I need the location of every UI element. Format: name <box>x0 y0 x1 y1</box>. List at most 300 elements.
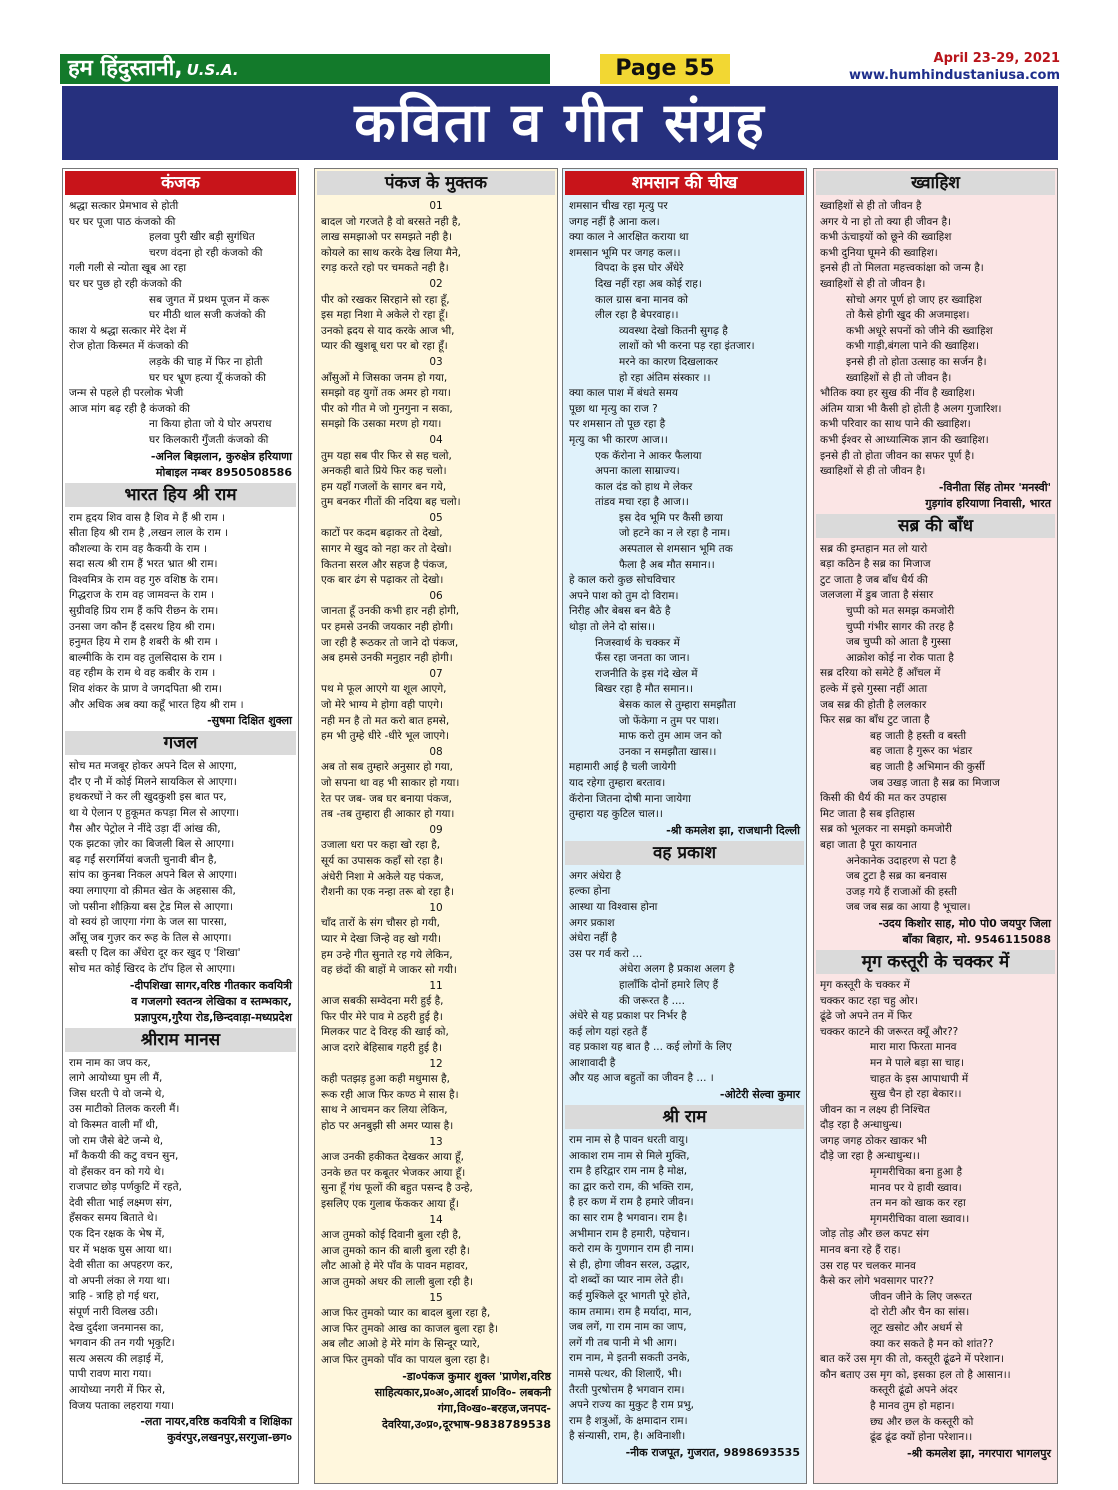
poem-title: गजल <box>65 731 296 755</box>
poem-line: सीता हिय श्री राम है ,लखन लाल के राम । <box>69 527 229 540</box>
poem-line: घर में भक्षक घुस आया था। <box>69 1243 172 1256</box>
poem-line: का द्वार करो राम, की भक्ति राम, <box>569 1180 694 1193</box>
poem-line: सब्र को भूलकर ना समझो कमजोरी <box>820 823 952 836</box>
poem-line: अंधेरे से यह प्रकाश पर निर्भर है <box>569 1010 687 1023</box>
poem-line: बढ़ गईं सरगर्मियां बजती चुनावी बीन है, <box>69 853 217 866</box>
poem-line: चुप्पी गंभीर सागर की तरह है <box>846 620 954 633</box>
poem-line: वो स्वयं हो जाएगा गंगा के जल सा पारसा, <box>69 916 227 929</box>
poem-line: बहा जाता है पूरा कायनात <box>820 838 917 851</box>
poem-line: आज फिर तुमको पाँव का पायल बुला रहा है। <box>321 1353 490 1366</box>
poem-body <box>63 759 298 977</box>
poem-body <box>63 199 298 449</box>
poem-line: मानव पर ये हावी ख्वाव। <box>870 1181 962 1194</box>
poem-line: अस्पताल से शमसान भूमि तक <box>619 543 733 556</box>
poem-line: इनसे ही तो होता उत्साह का सर्जन है। <box>846 355 987 368</box>
poem-line: मरने का कारण दिखलाकर <box>619 355 718 368</box>
poem-line: कभी परिवार का साथ पाने की ख्वाहिश। <box>820 418 971 431</box>
poem-line: उस माटीको तिलक करली मैं। <box>69 1103 180 1116</box>
brand-suffix: U.S.A. <box>186 61 239 79</box>
poem-line: वह छंदों की बाहों मे जाकर सो गयी। <box>321 964 457 977</box>
poem-body <box>63 1056 298 1415</box>
poem-body <box>563 199 806 823</box>
poem-line: हम भी तुम्हे धीरे -धीरे भूल जाएगे। <box>321 730 450 743</box>
poem-line: रौशनी का एक नन्हा तरू बो रहा है। <box>321 886 454 899</box>
poem-line: आज फिर तुमको आख का काजल बुला रहा है। <box>321 1322 499 1335</box>
poem-line: अंधेरी निशा मे अकेले यह पंकज, <box>321 870 444 883</box>
poem-line: बादल जो गरजते है वो बरसते नही है, <box>321 215 461 228</box>
poem-line: आज तुमको कोई दिवानी बुला रही है, <box>321 1229 462 1242</box>
poem-line: जीवन का न लक्ष्य ही निश्चित <box>820 1103 931 1116</box>
poem-line: कई लोग यहां रहते हैं <box>569 1025 648 1038</box>
poem-body <box>563 869 806 1087</box>
poem-line: जन्म से पहले ही परलोक भेजी <box>69 387 184 400</box>
poem-line: फैला है अब मौत समान।। <box>619 558 715 571</box>
poem-line: विपदा के इस घोर अँधेरे <box>595 262 684 275</box>
poem-line: गैस और पेट्रोल ने नींदे उड़ा दीं आंख की, <box>69 822 221 835</box>
poem-line: संपूर्ण नारी विलख उठी। <box>69 1306 159 1319</box>
author-credit: -श्री कमलेश झा, राजधानी दिल्ली <box>666 823 800 837</box>
stanza-number: 08 <box>429 745 443 758</box>
poem-line: ख्वाहिशों से ही तो जीवन है <box>820 200 922 212</box>
poem-line: मारा मारा फिरता मानव <box>870 1041 957 1054</box>
poem-line: पथ मे फूल आएगे या शूल आएगे, <box>321 683 447 696</box>
issue-date: April 23-29, 2021 <box>933 51 1060 66</box>
poem-line: हथकरघों ने कर ली खुदकुशी इस बात पर, <box>69 791 227 804</box>
poem-line: दिख नहीं रहा अब कोई राह। <box>595 277 702 290</box>
poem-line: रोज होता किस्मत में कंजको की <box>69 340 189 353</box>
poem-line: और अधिक अब क्या कहूँ भारत हिय श्री राम । <box>69 698 244 711</box>
poem-line: तैरती पुरषोत्तम है भगवान राम। <box>569 1383 685 1396</box>
poem-line: घर घर पूजा पाठ कंजको की <box>69 215 176 228</box>
poem-line: कितना सरल और सहज है पंकज, <box>321 558 448 571</box>
poem-line: पापी रावण मारा गया। <box>69 1368 152 1381</box>
poem-line: निरीह और बेबस बन बैठे है <box>569 605 671 618</box>
poem-body <box>814 978 1057 1446</box>
poem-line: आँसुओं मे जिसका जनम हो गया, <box>321 371 448 384</box>
author-credit: -डा०पंकज कुमार शुक्ल 'प्राणेश,वरिष्ठ <box>402 1369 551 1383</box>
poem-line: आज दरारे बेहिसाब गहरी हुई है। <box>321 1042 442 1055</box>
poem-line: दो शब्दों का प्यार नाम लेते ही। <box>569 1274 684 1287</box>
poem-line: पीर को गीत मे जो गुनगुना न सका, <box>321 402 453 415</box>
website-url[interactable]: www.humhindustaniusa.com <box>848 68 1060 83</box>
author-credit: मोबाइल नम्बर 8950508586 <box>155 465 292 479</box>
poem-title: पंकज के मुक्तक <box>317 171 555 195</box>
poem-line: चाँद तारों के संग चौसर हो गयी, <box>321 917 440 930</box>
poem-line: लाख समझाओ पर समझते नही है। <box>321 231 453 244</box>
poem-line: पर शमसान तो पूछ रहा है <box>569 418 666 431</box>
poem-line: का सार राम है भगवान। राम है। <box>569 1212 688 1225</box>
poem-line: ख्वाहिशों से ही तो जीवन है। <box>846 371 952 384</box>
poem-line: कस्तूरी ढूंढो अपने अंदर <box>870 1384 958 1397</box>
poem-line: जो राम जैसे बेटे जन्मे थे, <box>69 1134 164 1147</box>
poem-line: कौशल्या के राम वह कैकयी के राम । <box>69 542 207 555</box>
stanza-number: 03 <box>429 355 443 368</box>
column-2 <box>314 168 558 1484</box>
poem-line: इस देव भूमि पर कैसी छाया <box>619 511 723 524</box>
poem-line: जानता हूँ उनकी कभी हार नही होगी, <box>321 605 460 618</box>
poem-line: राम हृदय शिव वास है शिव मे हैं श्री राम । <box>69 511 226 524</box>
author-credit: -सुषमा दिक्षित शुक्ला <box>207 714 292 728</box>
poem-line: काम तमाम। राम है मर्यादा, मान, <box>569 1305 692 1318</box>
poem-line: शिव शंकर के प्राण वे जगदपिता श्री राम। <box>69 683 222 696</box>
poem-line: नही मन है तो मत करो बात हमसे, <box>321 714 450 727</box>
poem-line: सोच मत कोई खिरद के टॉप हिल से आएगा। <box>69 962 236 975</box>
poem-line: काटों पर कदम बढ़ाकर तो देखो, <box>321 527 443 540</box>
poem-body <box>563 1133 806 1445</box>
stanza-number: 01 <box>429 200 443 212</box>
poem-line: आज तुमको अधर की लाली बुला रही है। <box>321 1275 474 1288</box>
poem-line: हँसकर समय बिताते थे। <box>69 1212 158 1225</box>
stanza-number: 12 <box>429 1057 443 1070</box>
poem-line: जब लगें, गा राम नाम का जाप, <box>569 1321 687 1334</box>
poem-line: जब सब्र की होती है ललकार <box>820 698 927 711</box>
poem-line: जोड़ तोड़ और छल कपट संग <box>820 1228 929 1241</box>
poem-line: घर घर भ्रूण हत्या यूँ कंजको की <box>149 371 266 384</box>
poem-line: सब्र दरिया को समेटे हैं आँचल में <box>820 667 941 680</box>
poem-line: राजनीति के इस गंदे खेल में <box>595 667 698 680</box>
author-credit: गंगा,वि०ख०-बरहज,जनपद- <box>437 1401 551 1415</box>
poem-line: घर मीठी थाल सजी कजंको की <box>149 309 266 322</box>
poem-line: व्यवस्था देखो कितनी सुगढ़ है <box>619 324 728 337</box>
poem-line: कभी दुनिया घूमने की ख्वाहिश। <box>820 246 938 259</box>
poem-line: आज मांग बढ़ रही है कंजको की <box>69 402 190 415</box>
poem-line: अब लौट आओ हे मेरे मांग के सिन्दूर प्यारे, <box>321 1338 480 1351</box>
poem-line: समझो वह युगों तक अमर हो गया। <box>321 387 451 400</box>
poem-line: उनसा जग कौन हैं दसरथ हिय श्री राम। <box>69 620 216 633</box>
poem-line: शमसान भूमि पर जगह कल।। <box>569 246 681 259</box>
poem-line: मृगमरीचिका बना हुआ है <box>870 1166 963 1179</box>
poem-line: कभी ऊंचाइयों को छूने की ख्वाहिश <box>820 231 952 244</box>
poem-line: हलवा पुरी खीर बड़ी सुगंधित <box>149 231 255 244</box>
poem-line: बड़ा कठिन है सब्र का मिजाज <box>820 558 931 571</box>
poem-line: अपना काला साम्राज्य। <box>595 465 680 478</box>
poem-line: दो रोटी और चैन का सांस। <box>870 1306 970 1319</box>
author-credit: व गजलगो स्वतन्त्र लेखिका व स्तम्भकार, <box>131 994 292 1008</box>
poem-line: रगड़ करते रहो पर चमकते नही है। <box>321 262 449 275</box>
poem-line: अनेकानेक उदाहरण से पटा है <box>846 854 957 867</box>
poem-line: वो किस्मत वाली माँ थी, <box>69 1118 159 1131</box>
poem-line: इसलिए एक गुलाब फेंककर आया हूँ। <box>321 1198 459 1210</box>
poem-line: देवी सीता का अपहरण कर, <box>69 1259 173 1272</box>
poem-line: कही पतझड़ हुआ कही मधुमास है, <box>321 1073 450 1086</box>
poem-line: भौतिक क्या हर सुख की नींव है ख्वाहिश। <box>820 387 976 400</box>
poem-line: की जरूरत है .... <box>619 994 685 1007</box>
poem-line: फिर सब्र का बाँध टुट जाता है <box>820 714 930 727</box>
poem-line: बह जाती है अभिमान की कुर्सी <box>870 761 985 773</box>
poem-line: लौट आओ हे मेरे पाँव के पावन महावर, <box>321 1260 469 1273</box>
poem-line: अंतिम यात्रा भी कैसी हो होती है अलग गुजारिश। <box>820 402 1002 415</box>
poem-line: ढूंढे जो अपने तन में फिर <box>820 1010 913 1023</box>
poem-title: कंजक <box>65 171 296 195</box>
poem-line: बिखर रहा है मौत समान।। <box>595 683 693 696</box>
column-4 <box>813 168 1058 1484</box>
poem-line: जो हटने का न ले रहा है नाम। <box>619 527 731 540</box>
poem-line: आयोध्या नगरी में फिर से, <box>69 1384 166 1396</box>
poem-line: सब्र की इम्तहान मत लो यारो <box>820 542 928 555</box>
poem-line: शमसान चीख रहा मृत्यु पर <box>569 200 668 212</box>
poem-line: एक दिन रक्षक के भेष में, <box>69 1228 165 1241</box>
author-credit: गुड़गांव हरियाणा निवासी, भारत <box>925 496 1051 510</box>
poem-line: जो पसीना शौक़िया बस ट्रेड मिल से आएगा। <box>69 900 234 913</box>
poem-line: थोड़ा तो लेने दो सांस।। <box>569 621 655 634</box>
stanza-number: 09 <box>429 823 443 836</box>
poem-line: जो सपना था वह भी साकार हो गया। <box>321 776 460 789</box>
poem-line: रेत पर जब- जब घर बनाया पंकज, <box>321 792 452 805</box>
poem-line: काश ये श्रद्धा सत्कार मेरे देश में <box>69 324 187 337</box>
poem-line: होठ पर अनबुझी सी अमर प्यास है। <box>321 1120 454 1133</box>
poem-line: गली गली से न्योता खूब आ रहा <box>69 262 187 275</box>
poem-line: किसी की धैर्य की मत कर उपहास <box>820 792 947 805</box>
author-credit: -विनीता सिंह तोमर 'मनस्वी' <box>938 480 1051 494</box>
poem-line: जगह जगह ठोकर खाकर भी <box>820 1134 927 1147</box>
poem-line: मन मे पाले बड़ा सा चाह। <box>870 1056 964 1069</box>
author-credit: -नीक राजपूत, गुजरात, 9898693535 <box>625 1445 800 1459</box>
poem-line: अपने पाश को तुम दो विराम। <box>569 589 679 602</box>
poem-line: सोचो अगर पूर्ण हो जाए हर ख्वाहिश <box>846 293 982 306</box>
section-banner: कविता व गीत संग्रह <box>62 86 1058 160</box>
poem-line: ख्वाहिशों से ही तो जीवन है। <box>820 465 926 478</box>
masthead <box>60 51 1060 84</box>
poem-line: चाहत के इस आपाधापी में <box>870 1072 969 1085</box>
poem-line: इनसे ही तो होता जीवन का सफर पूर्ण है। <box>820 449 975 462</box>
poem-line: आशावादी है <box>569 1056 616 1069</box>
poem-line: सुना हूँ गंध फूलों की बहुत पसन्द है उन्हे, <box>321 1182 473 1195</box>
poem-line: सांप का कुनबा निकल अपने बिल से आएगा। <box>69 869 238 882</box>
author-credit: प्रज्ञापुरम,गुरैया रोड,छिन्दवाड़ा-मध्यप्रदेश <box>134 1010 292 1024</box>
poem-line: कौन बताए उस मृग को, इसका हल तो है आसान।। <box>820 1368 1011 1381</box>
poem-line: आस्था या विश्वास होना <box>569 900 658 913</box>
poem-line: अपने राज्य का मुकुट है राम प्रभु, <box>569 1399 694 1412</box>
poem-line: अब हमसे उनकी मनुहार नही होगी। <box>321 652 453 665</box>
poem-line: जब चुप्पी को आता है गुस्सा <box>846 636 951 649</box>
page-number: Page 55 <box>600 54 730 84</box>
poem-line: राम है हरिद्वार राम नाम है मोक्ष, <box>569 1165 688 1178</box>
stanza-number: 05 <box>429 511 443 524</box>
poem-line: सागर मे खुद को नहा कर तो देखो। <box>321 543 452 556</box>
poem-line: तुम्हारा यह कुटिल चाल।। <box>569 808 663 821</box>
stanza-number: 04 <box>429 433 443 446</box>
poem-title: सब्र की बाँध <box>816 514 1055 538</box>
poem-line: आज सबकी सम्वेदना मरी हुई है, <box>321 995 444 1008</box>
brand-logo <box>60 54 550 84</box>
poem-line: राम नाम का जप कर, <box>69 1056 151 1069</box>
poem-line: वो अपनी लंका ले गया था। <box>69 1274 170 1287</box>
poem-line: प्यार मे देखा जिन्हे वह खो गयी। <box>321 932 442 945</box>
poem-line: बाल्मीकि के राम वह तुलसिदास के राम । <box>69 651 223 664</box>
poem-line: भगवान की तन गयी भृकुटि। <box>69 1337 175 1350</box>
poem-title: मृग कस्तूरी के चक्कर में <box>816 950 1055 974</box>
poem-line: याद रहेगा तुम्हारा बरताव। <box>569 776 666 789</box>
poem-line: काल दंड को हाथ मे लेकर <box>595 480 693 493</box>
poem-line: एक कॅरोना ने आकर फैलाया <box>595 449 702 462</box>
poem-line: क्या काल पाश में बंधते समय <box>569 387 679 400</box>
poem-title: शमसान की चीख <box>565 171 804 195</box>
poem-line: लूट खसोट और अधर्म से <box>870 1322 963 1334</box>
poem-line: चक्कर काटने की जरूरत क्यूँ और?? <box>820 1025 959 1038</box>
poem-line: क्या कर सकते है मन को शांत?? <box>870 1337 994 1350</box>
poem-line: है हर कण में राम है हमारे जीवन। <box>569 1196 694 1209</box>
poem-line: तब -तब तुम्हारा ही आकार हो गया। <box>321 808 455 821</box>
poem-line: दौर ए नौ में कोई मिलने सायकिल से आएगा। <box>69 775 237 788</box>
poem-line: पर हमसे उनकी जयकार नही होगी। <box>321 621 454 634</box>
author-credit: -दीपशिखा सागर,वरिष्ठ गीतकार कवयित्री <box>129 978 292 992</box>
stanza-number: 06 <box>429 589 443 602</box>
poem-line: उजड़ गये हैं राजाओं की हस्ती <box>846 885 957 898</box>
poem-line: जीवन जीने के लिए जरूरत <box>870 1290 972 1303</box>
poem-line: मानव बना रहे हैं राह। <box>820 1244 901 1257</box>
poem-line: तुम यहा सब पीर फिर से सह चलो, <box>321 449 452 462</box>
poem-line: राजपाट छोड़ पर्णकुटि में रहते, <box>69 1181 182 1194</box>
poem-title: वह प्रकाश <box>565 841 804 865</box>
poem-line: समझो कि उसका मरण हो गया। <box>321 418 442 431</box>
poem-line: अंधेरा अलग है प्रकाश अलग है <box>619 963 735 976</box>
stanza-number: 07 <box>429 667 443 680</box>
poem-line: देख दुर्दशा जनमानस का, <box>69 1321 164 1334</box>
poem-line: फँस रहा जनता का जान। <box>595 652 690 665</box>
poem-title: श्री राम <box>565 1105 804 1129</box>
poem-line: लागे आयोध्या घुम ली मैं, <box>69 1072 163 1085</box>
poem-line: जब टुटा है सब्र का बनवास <box>846 870 947 883</box>
poem-line: सुग्रीवहि प्रिय राम हैं कपि रीछन के राम। <box>69 605 219 618</box>
poem-line: जिस धरती पे वो जन्मे थे, <box>69 1087 165 1100</box>
poem-line: सुख चैन हो रहा बेकार।। <box>870 1088 962 1101</box>
poem-line: त्राहि - त्राहि हो गई धरा, <box>69 1290 160 1303</box>
poem-line: विश्वमित्र के राम वह गुरु वशिष्ठ के राम। <box>69 573 219 586</box>
poem-line: जगह नहीं है आना कल। <box>569 215 660 228</box>
poem-line: मृगमरीचिका वाला ख्वाव।। <box>870 1212 970 1225</box>
column-1 <box>62 168 299 1484</box>
author-credit: -लता नायर,वरिष्ठ कवयित्री व शिक्षिका <box>140 1415 292 1429</box>
poem-line: आकाश राम नाम से मिले मुक्ति, <box>569 1149 690 1162</box>
poem-line: माफ करो तुम आम जन को <box>619 730 722 743</box>
poem-line: आक्रोश कोई ना रोक पाता है <box>846 651 954 664</box>
poem-line: जो फेंकेगा न तुम पर पाश। <box>619 714 720 727</box>
poem-line: जो मेरे भाग्य मे होगा वही पाएगे। <box>321 699 443 711</box>
poem-line: हल्का होना <box>569 885 611 898</box>
poem-line: हालाँकि दोनों हमारे लिए हैं <box>619 978 719 991</box>
dateline <box>849 50 1060 84</box>
poem-title: भारत हिय श्री राम <box>65 483 296 507</box>
poem-line: ढूंढ ढूंढ क्यों होना परेशान।। <box>870 1431 973 1444</box>
poem-line: जलजला में डुब जाता है संसार <box>820 589 934 602</box>
poem-line: आज तुमको कान की बाली बुला रही है। <box>321 1244 470 1257</box>
brand-name: हम हिंदुस्तानी, <box>68 56 183 81</box>
author-credit: -ओटेरी सेल्वा कुमार <box>719 1088 800 1102</box>
author-credit: -उदय किशोर साह, मो0 पो0 जयपुर जिला <box>878 916 1051 930</box>
poem-line: सोच मत मजबूर होकर अपने दिल से आएगा, <box>69 760 237 773</box>
poem-line: निजस्वार्थ के चक्कर में <box>595 636 680 649</box>
poem-line: एक बार ढंग से पढ़ाकर तो देखो। <box>321 574 444 587</box>
poem-line: क्या काल ने आरक्षित कराया था <box>569 231 689 244</box>
poem-line: छ्य और छल के कस्तूरी को <box>870 1415 974 1428</box>
stanza-number: 14 <box>429 1213 443 1226</box>
poem-line: हे काल करो कुछ सोचविचार <box>569 574 676 587</box>
stanza-number: 13 <box>429 1135 443 1148</box>
poem-line: जा रही है रूठकर तो जाने दो पंकज, <box>321 636 459 649</box>
poem-line: उनके छत पर कबूतर भेजकर आया हूँ। <box>321 1166 466 1179</box>
poem-line: तांडव मचा रहा है आज।। <box>595 496 689 509</box>
poem-line: अगर अंधेरा है <box>569 869 621 882</box>
poem-line: वह रहीम के राम थे वह कबीर के राम । <box>69 667 216 680</box>
poem-line: तन मन को खाक कर रहा <box>870 1197 966 1210</box>
poem-line: उनको ह्रदय से याद करके आज भी, <box>321 324 455 337</box>
poem-line: श्रद्धा सत्कार प्रेमभाव से होती <box>69 200 179 212</box>
poem-line: प्यार की खुशबू धरा पर बो रहा हूँ। <box>321 340 448 353</box>
poem-line: अब तो सब तुम्हारे अनुसार हो गया, <box>321 761 453 774</box>
stanza-number: 10 <box>429 901 443 914</box>
poem-line: रूक रही आज फिर कण्ठ मे सास है। <box>321 1088 459 1101</box>
poem-line: इनसे ही तो मिलता महत्त्वकांक्षा को जन्म है। <box>820 262 984 275</box>
poem-line: उस राह पर चलकर मानव <box>820 1259 916 1272</box>
poem-line: और यह आज बहुतों का जीवन है ... । <box>569 1072 714 1085</box>
poem-line: विजय पताका लहराया गया। <box>69 1399 175 1412</box>
poem-line: अभीमान राम है हमारी, पहेचान। <box>569 1227 690 1240</box>
poem-line: चुप्पी को मत समझ कमजोरी <box>846 605 955 618</box>
poem-line: तुम बनकर गीतों की नदिया बह चलो। <box>321 496 461 509</box>
author-credit: बाँका बिहार, मो. 9546115088 <box>902 932 1051 946</box>
poem-line: वो हँसकर वन को गये थे। <box>69 1165 165 1178</box>
poem-line: कभी अधूरे सपनों को जीने की ख्वाहिश <box>846 324 993 337</box>
stanza-number: 11 <box>429 979 443 992</box>
poem-line: पीर को रखकर सिरहाने सो रहा हूँ, <box>321 293 450 306</box>
poem-line: राम है शत्रुओं, के क्षमादान राम। <box>569 1414 688 1427</box>
poem-line: लील रहा है बेपरवाह।। <box>595 309 679 322</box>
poem-line: सूर्य का उपासक कहाँ सो रहा है। <box>321 854 443 867</box>
poem-line: हम उन्हे गीत सुनाते रह गये लेकिन, <box>321 948 453 961</box>
poem-line: है मानव तुम हो महान। <box>870 1399 955 1412</box>
poem-line: हम यहाँ गजलों के सागर बन गये, <box>321 480 447 493</box>
poem-line: तो कैसे होगी खुद की अजमाइश। <box>846 309 970 322</box>
poem-line: सदा सत्य श्री राम हैं भरत भ्रात श्री राम। <box>69 558 218 571</box>
poem-line: कोयले का साथ करके देख लिया मैने, <box>321 246 462 259</box>
stanza-number: 15 <box>429 1291 443 1304</box>
poem-line: नामसे पत्थर, की शिलाएँ, भी। <box>569 1367 682 1380</box>
poem-line: उजाला धरा पर कहा खो रहा है, <box>321 839 441 852</box>
poem-line: क्या लगाएगा वो क़ीमत खेत के अहसास की, <box>69 884 236 897</box>
author-credit: साहित्यकार,प्र०अ०,आदर्श प्रा०वि०- लबकनी <box>374 1385 551 1399</box>
poem-line: कैसे कर लोगे भवसागर पार?? <box>820 1275 934 1288</box>
poem-line: अगर ये ना हो तो क्या ही जीवन है। <box>820 215 952 228</box>
poem-line: उस पर गर्व करो ... <box>569 947 643 960</box>
poem-line: कई मुश्किले दूर भागती पूरे होते, <box>569 1290 691 1302</box>
poem-line: सत्य असत्य की लड़ाई में, <box>69 1352 164 1365</box>
column-3 <box>562 168 807 1484</box>
poem-line: कभी ईश्वर से आध्यात्मिक ज्ञान की ख्वाहिश। <box>820 433 989 446</box>
poem-line: आज उनकी हकीकत देखकर आया हूँ, <box>321 1151 464 1164</box>
poem-line: दौड़ रहा है अन्धाधुन्ध। <box>820 1119 903 1132</box>
poem-line: इस महा निशा मे अकेले रो रहा हूँ। <box>321 309 449 322</box>
poem-line: टुट जाता है जब बाँध धैर्य की <box>820 573 928 586</box>
poem-line: लगें गी तब पानी मे भी आग। <box>569 1336 677 1349</box>
poem-line: देवी सीता भाई लक्ष्मण संग, <box>69 1196 173 1209</box>
poem-line: काल ग्रास बना मानव को <box>595 293 688 306</box>
poem-line: राम नाम, मे इतनी सकती उनके, <box>569 1352 690 1365</box>
poem-line: चरण वंदना हो रही कंजको की <box>149 246 263 259</box>
poem-line: जब उखड़ जाता है सब्र का मिजाज <box>870 776 1000 789</box>
poem-line: माँ कैकयी की कटु वचन सुन, <box>69 1150 179 1163</box>
poem-line: बह जाती है हस्ती व बस्ती <box>870 729 967 742</box>
poem-line: मिलकर पाट दे विरह की खाई को, <box>321 1026 449 1039</box>
poem-line: महामारी आई है चली जायेगी <box>569 761 677 774</box>
poem-line: ख्वाहिशों से ही तो जीवन है। <box>820 277 926 290</box>
poem-line: बह जाता है गुरूर का भंडार <box>870 745 973 758</box>
poem-line: मिट जाता है सब इतिहास <box>820 807 915 820</box>
poem-line: से ही, होगा जीवन सरल, उद्धार, <box>569 1258 690 1271</box>
author-credit: -अनिल बिझलान, कुरुक्षेत्र हरियाणा <box>150 449 292 463</box>
poem-line: साथ ने आचमन कर लिया लेकिन, <box>321 1104 448 1117</box>
poem-line: कॅरोना जितना दोषी माना जायेगा <box>569 792 691 805</box>
stanza-number: 02 <box>429 277 443 290</box>
